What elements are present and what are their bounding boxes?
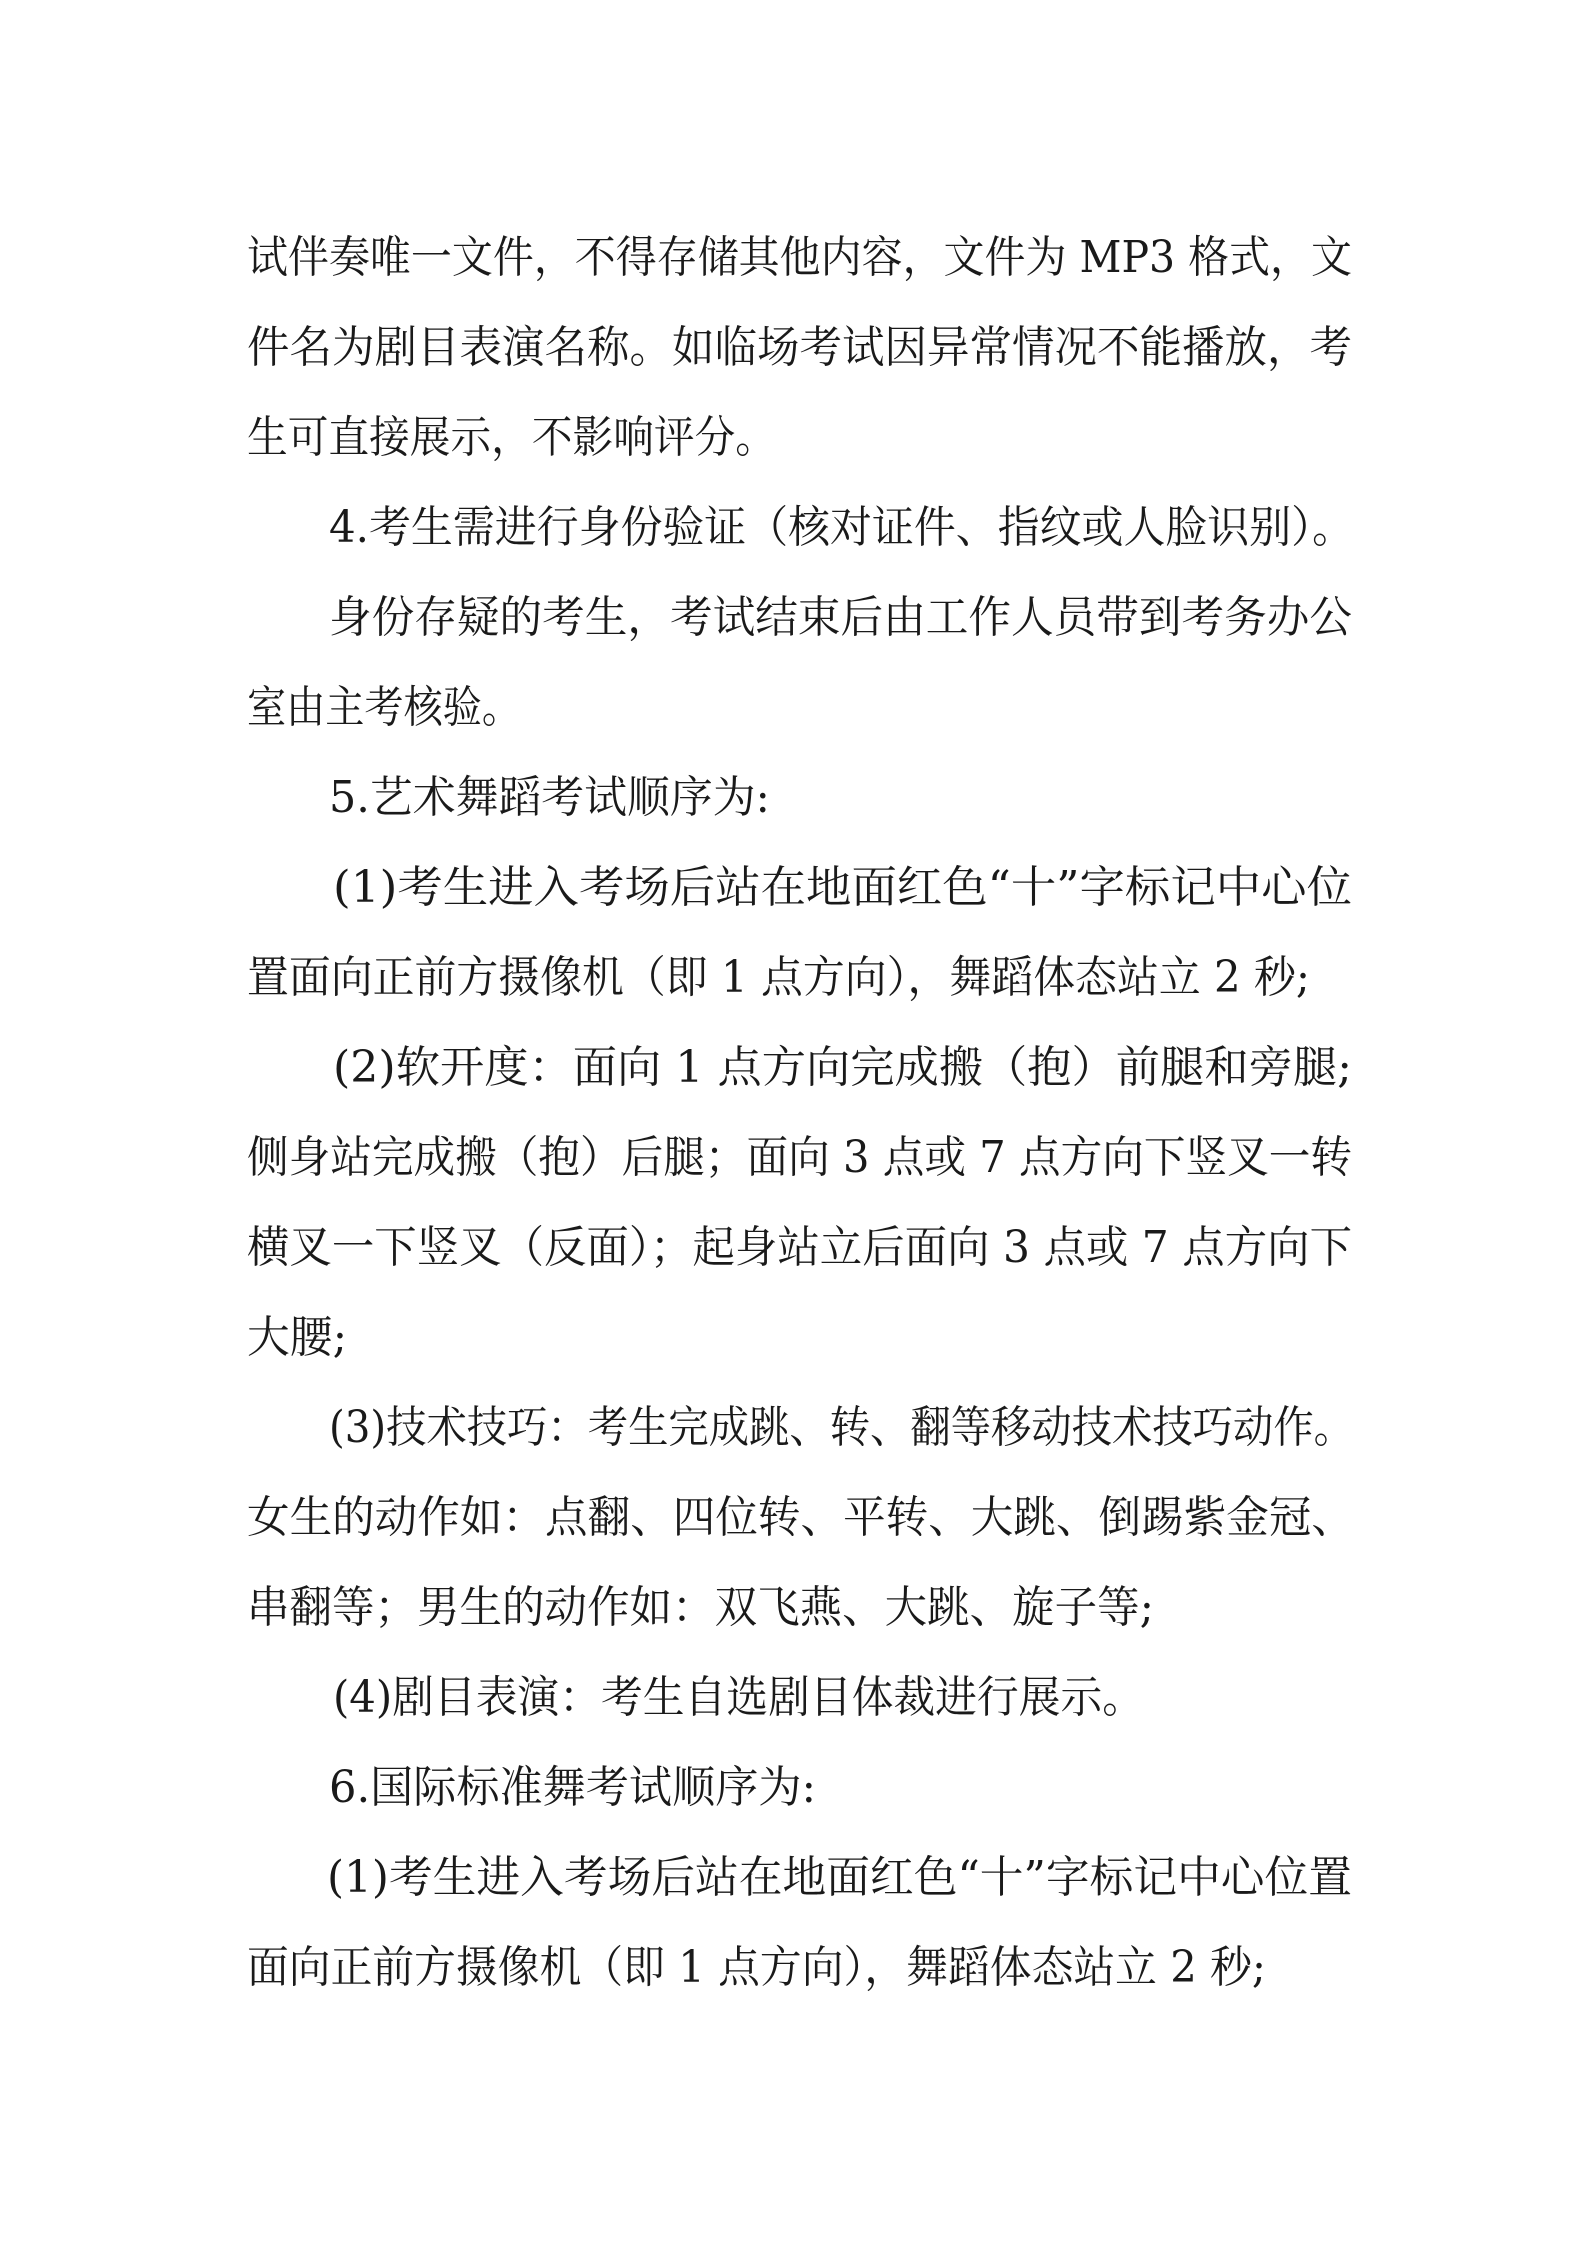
- text-line: [0, 948, 1587, 1008]
- text-line: [0, 1128, 1587, 1188]
- line-text: 面向正前方摄像机（即 1 点方向），舞蹈体态站立 2 秒;: [247, 1942, 1266, 1993]
- text-line: [0, 1488, 1587, 1548]
- line-text: (1)考生进入考场后站在地面红色“十”字标记中心位置: [327, 1852, 1352, 1903]
- line-text: 试伴奏唯一文件，不得存储其他内容，文件为 MP3 格式，文: [247, 232, 1352, 283]
- line-text: 件名为剧目表演名称。如临场考试因异常情况不能播放，考: [247, 322, 1352, 373]
- line-text: 4.考生需进行身份验证（核对证件、指纹或人脸识别）。: [329, 502, 1354, 553]
- line-text: 侧身站完成搬（抱）后腿；面向 3 点或 7 点方向下竖叉一转: [247, 1132, 1352, 1183]
- line-text: 横叉一下竖叉（反面）；起身站立后面向 3 点或 7 点方向下: [247, 1222, 1352, 1273]
- line-text: (1)考生进入考场后站在地面红色“十”字标记中心位: [333, 862, 1352, 913]
- text-line: [0, 858, 1587, 918]
- line-text: (3)技术技巧：考生完成跳、转、翻等移动技术技巧动作。: [329, 1402, 1354, 1453]
- line-text: (2)软开度：面向 1 点方向完成搬（抱）前腿和旁腿;: [333, 1042, 1352, 1093]
- text-line: [0, 498, 1587, 558]
- text-line: [0, 1218, 1587, 1278]
- text-line: [0, 228, 1587, 288]
- text-line: [0, 318, 1587, 378]
- line-text: 5.艺术舞蹈考试顺序为:: [329, 772, 770, 823]
- text-line: [0, 1938, 1587, 1998]
- text-line: [0, 1668, 1587, 1728]
- text-line: [0, 408, 1587, 468]
- text-line: [0, 1398, 1587, 1458]
- line-text: 室由主考核验。: [247, 682, 521, 733]
- text-line: [0, 1308, 1587, 1368]
- line-text: 身份存疑的考生，考试结束后由工作人员带到考务办公: [329, 592, 1352, 643]
- line-text: 置面向正前方摄像机（即 1 点方向），舞蹈体态站立 2 秒;: [247, 952, 1310, 1003]
- text-line: [0, 1038, 1587, 1098]
- text-line: [0, 768, 1587, 828]
- text-line: [0, 1578, 1587, 1638]
- line-text: 女生的动作如：点翻、四位转、平转、大跳、倒踢紫金冠、: [247, 1492, 1354, 1543]
- line-text: 6.国际标准舞考试顺序为:: [329, 1762, 816, 1813]
- text-line: [0, 588, 1587, 648]
- text-line: [0, 1848, 1587, 1908]
- line-text: 串翻等；男生的动作如：双飞燕、大跳、旋子等;: [247, 1582, 1154, 1633]
- text-line: [0, 678, 1587, 738]
- line-text: 大腰;: [247, 1312, 347, 1363]
- line-text: 生可直接展示，不影响评分。: [247, 412, 776, 463]
- line-text: (4)剧目表演：考生自选剧目体裁进行展示。: [333, 1672, 1144, 1723]
- text-line: [0, 1758, 1587, 1818]
